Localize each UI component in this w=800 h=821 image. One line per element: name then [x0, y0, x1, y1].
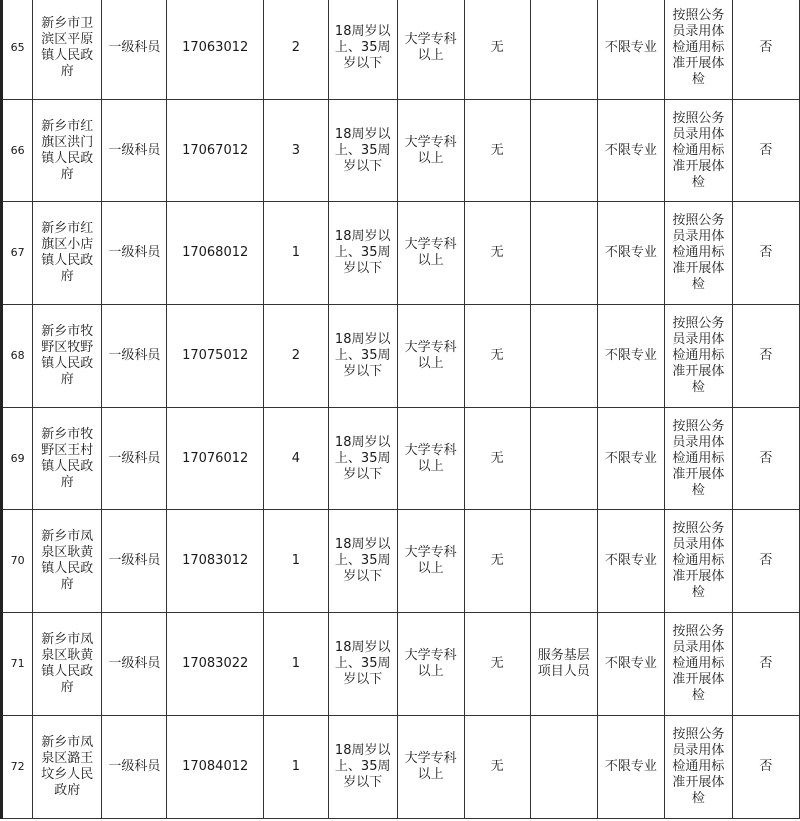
hire-count-cell: 2: [263, 305, 328, 408]
degree-requirement-cell: 无: [464, 715, 530, 818]
degree-requirement-cell: 无: [464, 305, 530, 408]
position-code-cell: 17063012: [167, 0, 263, 99]
table-row: [2, 715, 800, 818]
physical-exam-cell: 按照公务员录用体检通用标准开展体检: [664, 715, 732, 818]
major-requirement-cell: 不限专业: [597, 99, 664, 202]
flag-cell: 否: [732, 407, 799, 510]
age-requirement-cell: 18周岁以上、35周岁以下: [328, 715, 397, 818]
position-cell: 一级科员: [102, 407, 167, 510]
position-cell: 一级科员: [102, 715, 167, 818]
unit-name-cell: 新乡市红旗区洪门镇人民政府: [33, 99, 102, 202]
age-requirement-cell: 18周岁以上、35周岁以下: [328, 202, 397, 305]
physical-exam-cell: 按照公务员录用体检通用标准开展体检: [664, 407, 732, 510]
row-number-cell: 72: [2, 715, 33, 818]
flag-cell: 否: [732, 613, 799, 716]
hire-count-cell: 2: [263, 0, 328, 99]
degree-requirement-cell: 无: [464, 613, 530, 716]
table-row: [2, 0, 800, 99]
flag-cell: 否: [732, 305, 799, 408]
other-requirement-cell: [530, 715, 597, 818]
position-cell: 一级科员: [102, 99, 167, 202]
flag-cell: 否: [732, 99, 799, 202]
degree-requirement-cell: 无: [464, 0, 530, 99]
hire-count-cell: 1: [263, 202, 328, 305]
unit-name-cell: 新乡市卫滨区平原镇人民政府: [33, 0, 102, 99]
position-code-cell: 17075012: [167, 305, 263, 408]
row-number-cell: 68: [2, 305, 33, 408]
table-row: [2, 202, 800, 305]
unit-name-cell: 新乡市凤泉区耿黄镇人民政府: [33, 613, 102, 716]
table-row: [2, 613, 800, 716]
position-cell: 一级科员: [102, 305, 167, 408]
age-requirement-cell: 18周岁以上、35周岁以下: [328, 305, 397, 408]
table-row: [2, 305, 800, 408]
row-number-cell: 69: [2, 407, 33, 510]
table-row: [2, 510, 800, 613]
hire-count-cell: 1: [263, 613, 328, 716]
age-requirement-cell: 18周岁以上、35周岁以下: [328, 613, 397, 716]
physical-exam-cell: 按照公务员录用体检通用标准开展体检: [664, 305, 732, 408]
position-code-cell: 17068012: [167, 202, 263, 305]
major-requirement-cell: 不限专业: [597, 0, 664, 99]
physical-exam-cell: 按照公务员录用体检通用标准开展体检: [664, 510, 732, 613]
unit-name-cell: 新乡市红旗区小店镇人民政府: [33, 202, 102, 305]
position-code-cell: 17083022: [167, 613, 263, 716]
position-cell: 一级科员: [102, 613, 167, 716]
education-requirement-cell: 大学专科以上: [397, 305, 464, 408]
unit-name-cell: 新乡市牧野区王村镇人民政府: [33, 407, 102, 510]
row-number-cell: 66: [2, 99, 33, 202]
age-requirement-cell: 18周岁以上、35周岁以下: [328, 0, 397, 99]
hire-count-cell: 1: [263, 510, 328, 613]
other-requirement-cell: [530, 305, 597, 408]
row-number-cell: 65: [2, 0, 33, 99]
education-requirement-cell: 大学专科以上: [397, 715, 464, 818]
row-number-cell: 70: [2, 510, 33, 613]
degree-requirement-cell: 无: [464, 407, 530, 510]
education-requirement-cell: 大学专科以上: [397, 407, 464, 510]
flag-cell: 否: [732, 202, 799, 305]
education-requirement-cell: 大学专科以上: [397, 510, 464, 613]
major-requirement-cell: 不限专业: [597, 305, 664, 408]
unit-name-cell: 新乡市牧野区牧野镇人民政府: [33, 305, 102, 408]
position-code-cell: 17083012: [167, 510, 263, 613]
hire-count-cell: 3: [263, 99, 328, 202]
other-requirement-cell: [530, 510, 597, 613]
unit-name-cell: 新乡市凤泉区潞王坟乡人民政府: [33, 715, 102, 818]
position-cell: 一级科员: [102, 202, 167, 305]
hire-count-cell: 1: [263, 715, 328, 818]
flag-cell: 否: [732, 510, 799, 613]
physical-exam-cell: 按照公务员录用体检通用标准开展体检: [664, 99, 732, 202]
flag-cell: 否: [732, 715, 799, 818]
table-row: [2, 407, 800, 510]
flag-cell: 否: [732, 0, 799, 99]
education-requirement-cell: 大学专科以上: [397, 99, 464, 202]
physical-exam-cell: 按照公务员录用体检通用标准开展体检: [664, 613, 732, 716]
major-requirement-cell: 不限专业: [597, 407, 664, 510]
position-cell: 一级科员: [102, 510, 167, 613]
education-requirement-cell: 大学专科以上: [397, 613, 464, 716]
other-requirement-cell: [530, 0, 597, 99]
row-number-cell: 71: [2, 613, 33, 716]
hire-count-cell: 4: [263, 407, 328, 510]
table-row: [2, 99, 800, 202]
physical-exam-cell: 按照公务员录用体检通用标准开展体检: [664, 202, 732, 305]
unit-name-cell: 新乡市凤泉区耿黄镇人民政府: [33, 510, 102, 613]
education-requirement-cell: 大学专科以上: [397, 202, 464, 305]
row-number-cell: 67: [2, 202, 33, 305]
major-requirement-cell: 不限专业: [597, 202, 664, 305]
major-requirement-cell: 不限专业: [597, 510, 664, 613]
major-requirement-cell: 不限专业: [597, 613, 664, 716]
degree-requirement-cell: 无: [464, 510, 530, 613]
education-requirement-cell: 大学专科以上: [397, 0, 464, 99]
position-cell: 一级科员: [102, 0, 167, 99]
degree-requirement-cell: 无: [464, 99, 530, 202]
age-requirement-cell: 18周岁以上、35周岁以下: [328, 99, 397, 202]
position-code-cell: 17067012: [167, 99, 263, 202]
physical-exam-cell: 按照公务员录用体检通用标准开展体检: [664, 0, 732, 99]
degree-requirement-cell: 无: [464, 202, 530, 305]
position-code-cell: 17084012: [167, 715, 263, 818]
other-requirement-cell: [530, 407, 597, 510]
other-requirement-cell: 服务基层项目人员: [530, 613, 597, 716]
other-requirement-cell: [530, 202, 597, 305]
other-requirement-cell: [530, 99, 597, 202]
age-requirement-cell: 18周岁以上、35周岁以下: [328, 407, 397, 510]
major-requirement-cell: 不限专业: [597, 715, 664, 818]
position-code-cell: 17076012: [167, 407, 263, 510]
table-body: [2, 0, 800, 818]
age-requirement-cell: 18周岁以上、35周岁以下: [328, 510, 397, 613]
